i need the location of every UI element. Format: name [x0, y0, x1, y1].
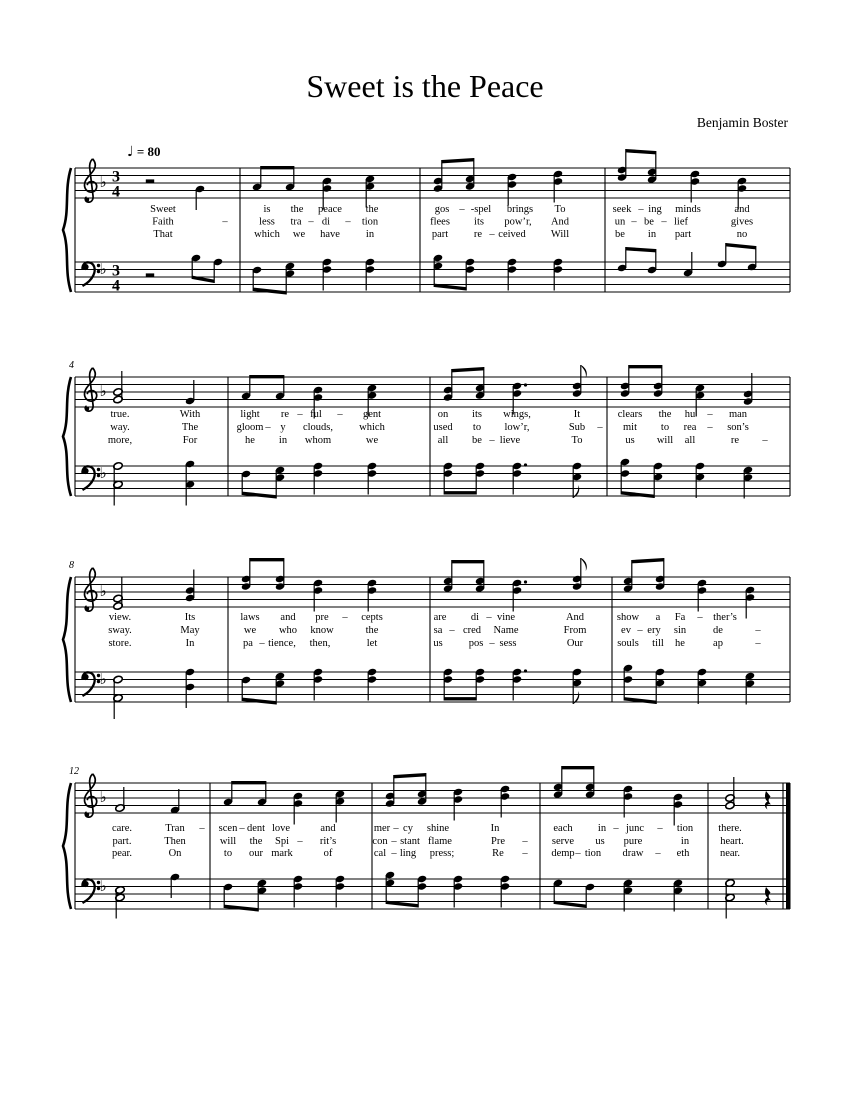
grand-staff-brace [63, 377, 71, 496]
beam [452, 560, 484, 563]
lyric-syllable: the [290, 204, 304, 215]
lyric-syllable: stant [400, 836, 420, 847]
lyric-syllable: till [652, 638, 664, 649]
lyric-syllable: to [223, 848, 233, 859]
lyric-syllable: peace [318, 204, 342, 215]
treble-clef-icon [85, 159, 97, 202]
lyric-syllable: To [571, 435, 583, 446]
treble-clef-icon [85, 368, 97, 411]
beam [444, 697, 476, 700]
lyric-syllable: be [644, 216, 654, 228]
lyric-syllable: – [391, 836, 397, 847]
treble-clef-icon [85, 198, 89, 202]
lyric-syllable: wings, [503, 409, 531, 420]
lyric-syllable: light [240, 409, 260, 420]
lyric-syllable: of [323, 848, 333, 859]
beam [444, 491, 476, 494]
lyric-syllable: will [656, 435, 674, 446]
lyric-syllable: y [280, 422, 286, 433]
lyric-syllable: Sweet [150, 204, 176, 215]
time-signature: 4 [112, 277, 120, 295]
lyric-syllable: in [278, 435, 288, 446]
lyric-syllable: all [684, 435, 696, 446]
lyric-syllable: gos [434, 204, 450, 215]
lyric-syllable: – [631, 216, 637, 228]
lyric-syllable: more, [107, 435, 133, 446]
beam [726, 243, 756, 249]
time-signature: 4 [112, 183, 120, 201]
lyric-syllable: be [615, 229, 625, 240]
augmentation-dot [524, 463, 527, 466]
lyric-syllable: Pre [491, 836, 505, 847]
lyric-syllable: which [254, 229, 280, 240]
lyric-syllable: con [372, 836, 388, 847]
lyric-syllable: – [661, 216, 667, 228]
lyric-syllable: us [595, 836, 605, 847]
lyric-syllable: de [713, 625, 723, 636]
lyric-syllable: clears [617, 409, 643, 420]
flat-icon: ♭ [99, 788, 107, 806]
lyric-syllable: us [433, 638, 443, 649]
eighth-flag [581, 365, 587, 378]
lyric-syllable: For [182, 435, 198, 446]
lyric-syllable: ful [310, 409, 322, 420]
lyric-syllable: are [433, 612, 447, 623]
lyric-syllable: Faith [152, 216, 174, 228]
measure-number: 4 [69, 360, 74, 371]
lyric-syllable: clouds, [302, 422, 334, 433]
augmentation-dot [524, 669, 527, 672]
lyric-syllable: – [489, 638, 495, 649]
lyric-syllable: – [707, 409, 713, 420]
lyric-syllable: gloom [236, 422, 264, 433]
lyric-syllable: scen [218, 823, 238, 834]
lyric-syllable: -spel [470, 204, 492, 215]
lyric-syllable: – [755, 638, 761, 649]
lyric-syllable: in [647, 229, 657, 240]
lyric-syllable: ery [647, 625, 661, 636]
lyric-syllable: – [342, 612, 348, 623]
flat-icon: ♭ [99, 173, 107, 191]
flat-icon: ♭ [99, 464, 107, 482]
lyric-syllable: part. [112, 836, 132, 847]
lyric-syllable: sa [433, 625, 443, 636]
lyric-syllable: its [472, 409, 482, 420]
flat-icon: ♭ [99, 877, 107, 895]
lyric-syllable: whom [304, 435, 332, 446]
lyric-syllable: true. [110, 409, 130, 420]
lyric-syllable: in [680, 836, 690, 847]
lyric-syllable: on [437, 409, 449, 420]
lyric-syllable: cred [462, 625, 482, 636]
lyric-syllable: dent [246, 823, 266, 834]
lyric-syllable: there. [718, 823, 742, 834]
lyric-syllable: press; [429, 848, 455, 859]
lyric-syllable: – [575, 848, 581, 859]
lyric-syllable: rit’s [319, 836, 337, 847]
beam [253, 288, 286, 295]
lyric-syllable: and [734, 204, 750, 215]
quarter-rest [765, 791, 771, 810]
lyric-syllable: re [280, 409, 290, 420]
flat-icon: ♭ [99, 260, 107, 278]
lyric-syllable: care. [111, 823, 133, 834]
lyric-syllable: With [179, 409, 201, 420]
lyric-syllable: serve [551, 836, 575, 847]
lyric-syllable: In [490, 823, 500, 834]
lyric-syllable: di [321, 216, 331, 228]
lyric-syllable: let [366, 638, 378, 649]
lyric-syllable: – [522, 848, 528, 859]
lyric-syllable: Tran [165, 823, 185, 834]
lyric-syllable: – [222, 216, 228, 228]
lyric-syllable: – [597, 422, 603, 433]
lyric-syllable: flame [428, 836, 452, 847]
lyric-syllable: we [243, 625, 257, 636]
lyric-syllable: tion [584, 848, 602, 859]
treble-clef-icon [85, 407, 89, 411]
lyric-syllable: Name [493, 625, 519, 636]
lyric-syllable: – [265, 422, 271, 433]
half-rest [146, 179, 154, 183]
beam [621, 491, 654, 498]
lyric-syllable: our [249, 848, 263, 859]
lyric-syllable: – [489, 435, 495, 446]
lyric-syllable: – [459, 204, 465, 215]
lyric-syllable: Will [550, 229, 570, 240]
lyric-syllable: the [365, 204, 379, 215]
lyric-syllable: mark [271, 848, 293, 859]
beam [626, 149, 656, 154]
lyric-syllable: – [337, 409, 343, 420]
lyric-syllable: On [168, 848, 182, 859]
beam [242, 698, 276, 705]
lyric-syllable: Spi [274, 836, 290, 847]
lyric-syllable: pear. [111, 848, 133, 859]
lyric-syllable: will [219, 836, 237, 847]
beam [452, 367, 484, 372]
lyric-syllable: sess [499, 638, 517, 649]
lyric-syllable: May [180, 625, 200, 636]
treble-clef-icon [85, 568, 97, 611]
beam [626, 247, 656, 252]
lyric-syllable: ling [399, 848, 417, 859]
lyric-syllable: lieve [499, 435, 521, 446]
lyric-syllable: have [320, 229, 340, 240]
lyric-syllable: – [308, 216, 314, 228]
quarter-note-icon: ♩ [127, 144, 134, 160]
lyric-syllable: ap [713, 638, 723, 649]
lyric-syllable: its [474, 216, 484, 228]
lyric-syllable: rea [683, 422, 697, 433]
lyric-syllable: – [755, 625, 761, 636]
time-signature: 3 [112, 262, 120, 280]
lyric-syllable: which [359, 422, 385, 433]
lyric-syllable: used [433, 422, 453, 433]
lyric-syllable: – [655, 848, 661, 859]
beam [250, 558, 284, 561]
lyric-syllable: son’s [727, 422, 749, 433]
lyric-syllable: show [616, 612, 640, 623]
lyric-syllable: It [573, 409, 581, 420]
lyric-syllable: who [278, 625, 298, 636]
lyric-syllable: And [565, 612, 585, 623]
lyric-syllable: – [486, 612, 492, 623]
lyric-syllable: pure [623, 836, 643, 847]
lyric-syllable: – [697, 612, 703, 623]
lyric-syllable: to [660, 422, 670, 433]
lyric-syllable: then, [309, 638, 331, 649]
lyric-syllable: tion [676, 823, 694, 834]
final-barline [786, 783, 791, 909]
quarter-rest [765, 887, 771, 906]
lyric-syllable: – [345, 216, 351, 228]
lyric-syllable: pow’r, [504, 216, 532, 228]
lyric-syllable: Re [492, 848, 504, 859]
beam [232, 781, 266, 784]
lyric-syllable: sway. [108, 625, 132, 636]
beam [442, 158, 474, 163]
lyric-syllable: – [613, 823, 619, 834]
lyric-syllable: heart. [720, 836, 744, 847]
lyric-syllable: Our [566, 638, 584, 649]
treble-clef-icon [85, 813, 89, 817]
lyric-syllable: – [297, 409, 303, 420]
eighth-flag [581, 558, 587, 571]
lyric-syllable: – [637, 625, 643, 636]
lyric-syllable: Then [164, 836, 186, 847]
lyric-syllable: – [522, 836, 528, 847]
lyric-syllable: Fa [674, 612, 686, 623]
lyric-syllable: di [470, 612, 480, 623]
lyric-syllable: gives [730, 216, 754, 228]
lyric-syllable: man [728, 409, 748, 420]
beam [242, 492, 276, 499]
lyric-syllable: – [638, 204, 644, 215]
lyric-syllable: a [655, 612, 661, 623]
lyric-syllable: tience, [268, 638, 296, 649]
lyric-syllable: To [554, 204, 566, 215]
lyric-syllable: tra [290, 216, 302, 228]
lyric-syllable: tion [361, 216, 379, 228]
lyric-syllable: minds [675, 204, 701, 215]
lyric-syllable: each [553, 823, 573, 834]
lyric-syllable: all [437, 435, 449, 446]
beam [224, 905, 258, 912]
lyric-syllable: In [185, 638, 195, 649]
page-title: Sweet is the Peace [306, 68, 544, 104]
lyric-syllable: eth [676, 848, 690, 859]
lyric-syllable: seek [612, 204, 632, 215]
lyric-syllable: is [263, 204, 271, 215]
lyric-syllable: in [365, 229, 375, 240]
lyric-syllable: us [625, 435, 635, 446]
lyric-syllable: pre [315, 612, 329, 623]
lyric-syllable: way. [110, 422, 130, 433]
lyric-syllable: And [550, 216, 570, 228]
lyric-syllable: – [489, 229, 495, 240]
lyric-syllable: mit [622, 422, 638, 433]
lyric-syllable: ther’s [713, 612, 737, 623]
beam [250, 375, 284, 378]
lyric-syllable: brings [506, 204, 534, 215]
lyric-syllable: no [736, 229, 748, 240]
lyric-syllable: and [320, 823, 336, 834]
time-signature: 3 [112, 168, 120, 186]
beam [632, 558, 664, 563]
lyric-syllable: The [181, 422, 199, 433]
flat-icon: ♭ [99, 582, 107, 600]
lyric-syllable: shine [426, 823, 450, 834]
lyric-syllable: – [259, 638, 265, 649]
lyric-syllable: pa [243, 638, 253, 649]
lyric-syllable: – [391, 848, 397, 859]
lyric-syllable: part [674, 229, 692, 240]
beam [394, 773, 426, 778]
lyric-syllable: – [657, 823, 663, 834]
flat-icon: ♭ [99, 670, 107, 688]
flat-icon: ♭ [99, 382, 107, 400]
lyric-syllable: flees [430, 216, 450, 228]
lyric-syllable: From [563, 625, 587, 636]
lyric-syllable: near. [719, 848, 741, 859]
composer-credit: Benjamin Boster [696, 115, 788, 130]
lyric-syllable: – [393, 823, 399, 834]
lyric-syllable: cal [373, 848, 387, 859]
beam [624, 697, 656, 704]
lyric-syllable: That [153, 229, 173, 240]
lyric-syllable: less [259, 216, 275, 228]
lyric-syllable: – [762, 435, 768, 446]
measure-number: 8 [69, 560, 74, 571]
lyric-syllable: souls [617, 638, 639, 649]
lyric-syllable: – [239, 823, 245, 834]
tempo-value: = 80 [136, 144, 161, 159]
lyric-syllable: – [199, 823, 205, 834]
beam [629, 365, 662, 368]
lyric-syllable: cy [403, 823, 413, 834]
lyric-syllable: to [472, 422, 482, 433]
lyric-syllable: we [365, 435, 379, 446]
lyric-syllable: we [292, 229, 306, 240]
lyric-syllable: and [280, 612, 296, 623]
lyric-syllable: mer [373, 823, 391, 834]
lyric-syllable: low’r, [504, 422, 530, 433]
beam [562, 766, 594, 769]
lyric-syllable: sin [673, 625, 687, 636]
lyric-syllable: – [297, 836, 303, 847]
augmentation-dot [524, 383, 527, 386]
lyric-syllable: in [597, 823, 607, 834]
lyric-syllable: hu [684, 409, 696, 420]
lyric-syllable: he [245, 435, 255, 446]
lyric-syllable: view. [108, 612, 132, 623]
treble-clef-icon [85, 774, 97, 817]
grand-staff-brace [63, 577, 71, 702]
lyric-syllable: ceived [498, 229, 526, 240]
lyric-syllable: ing [648, 204, 662, 215]
lyric-syllable: be [472, 435, 482, 446]
lyric-syllable: – [707, 422, 713, 433]
lyric-syllable: love [271, 823, 291, 834]
lyric-syllable: store. [108, 638, 132, 649]
half-rest [146, 273, 154, 277]
lyric-syllable: junc [625, 823, 645, 834]
measure-number: 12 [69, 766, 79, 777]
lyric-syllable: gent [362, 409, 382, 420]
grand-staff-brace [63, 168, 71, 292]
lyric-syllable: cepts [361, 612, 383, 623]
lyric-syllable: lief [674, 216, 688, 228]
beam [261, 166, 294, 169]
lyric-syllable: re [730, 435, 740, 446]
lyric-syllable: demp [551, 848, 575, 859]
lyric-syllable: know [310, 625, 334, 636]
lyric-syllable: laws [240, 612, 260, 623]
lyric-syllable: Sub [568, 422, 586, 433]
augmentation-dot [524, 580, 527, 583]
lyric-syllable: draw [622, 848, 644, 859]
lyric-syllable: un [614, 216, 626, 228]
grand-staff-brace [63, 783, 71, 909]
treble-clef-icon [85, 607, 89, 611]
lyric-syllable: he [675, 638, 685, 649]
lyric-syllable: part [431, 229, 449, 240]
lyric-syllable: the [249, 836, 263, 847]
lyric-syllable: the [658, 409, 672, 420]
lyric-syllable: pos [468, 638, 484, 649]
lyric-syllable: the [365, 625, 379, 636]
lyric-syllable: Its [184, 612, 196, 623]
lyric-syllable: ev [621, 625, 631, 636]
lyric-syllable: – [449, 625, 455, 636]
lyric-syllable: re [473, 229, 483, 240]
lyric-syllable: vine [496, 612, 516, 623]
